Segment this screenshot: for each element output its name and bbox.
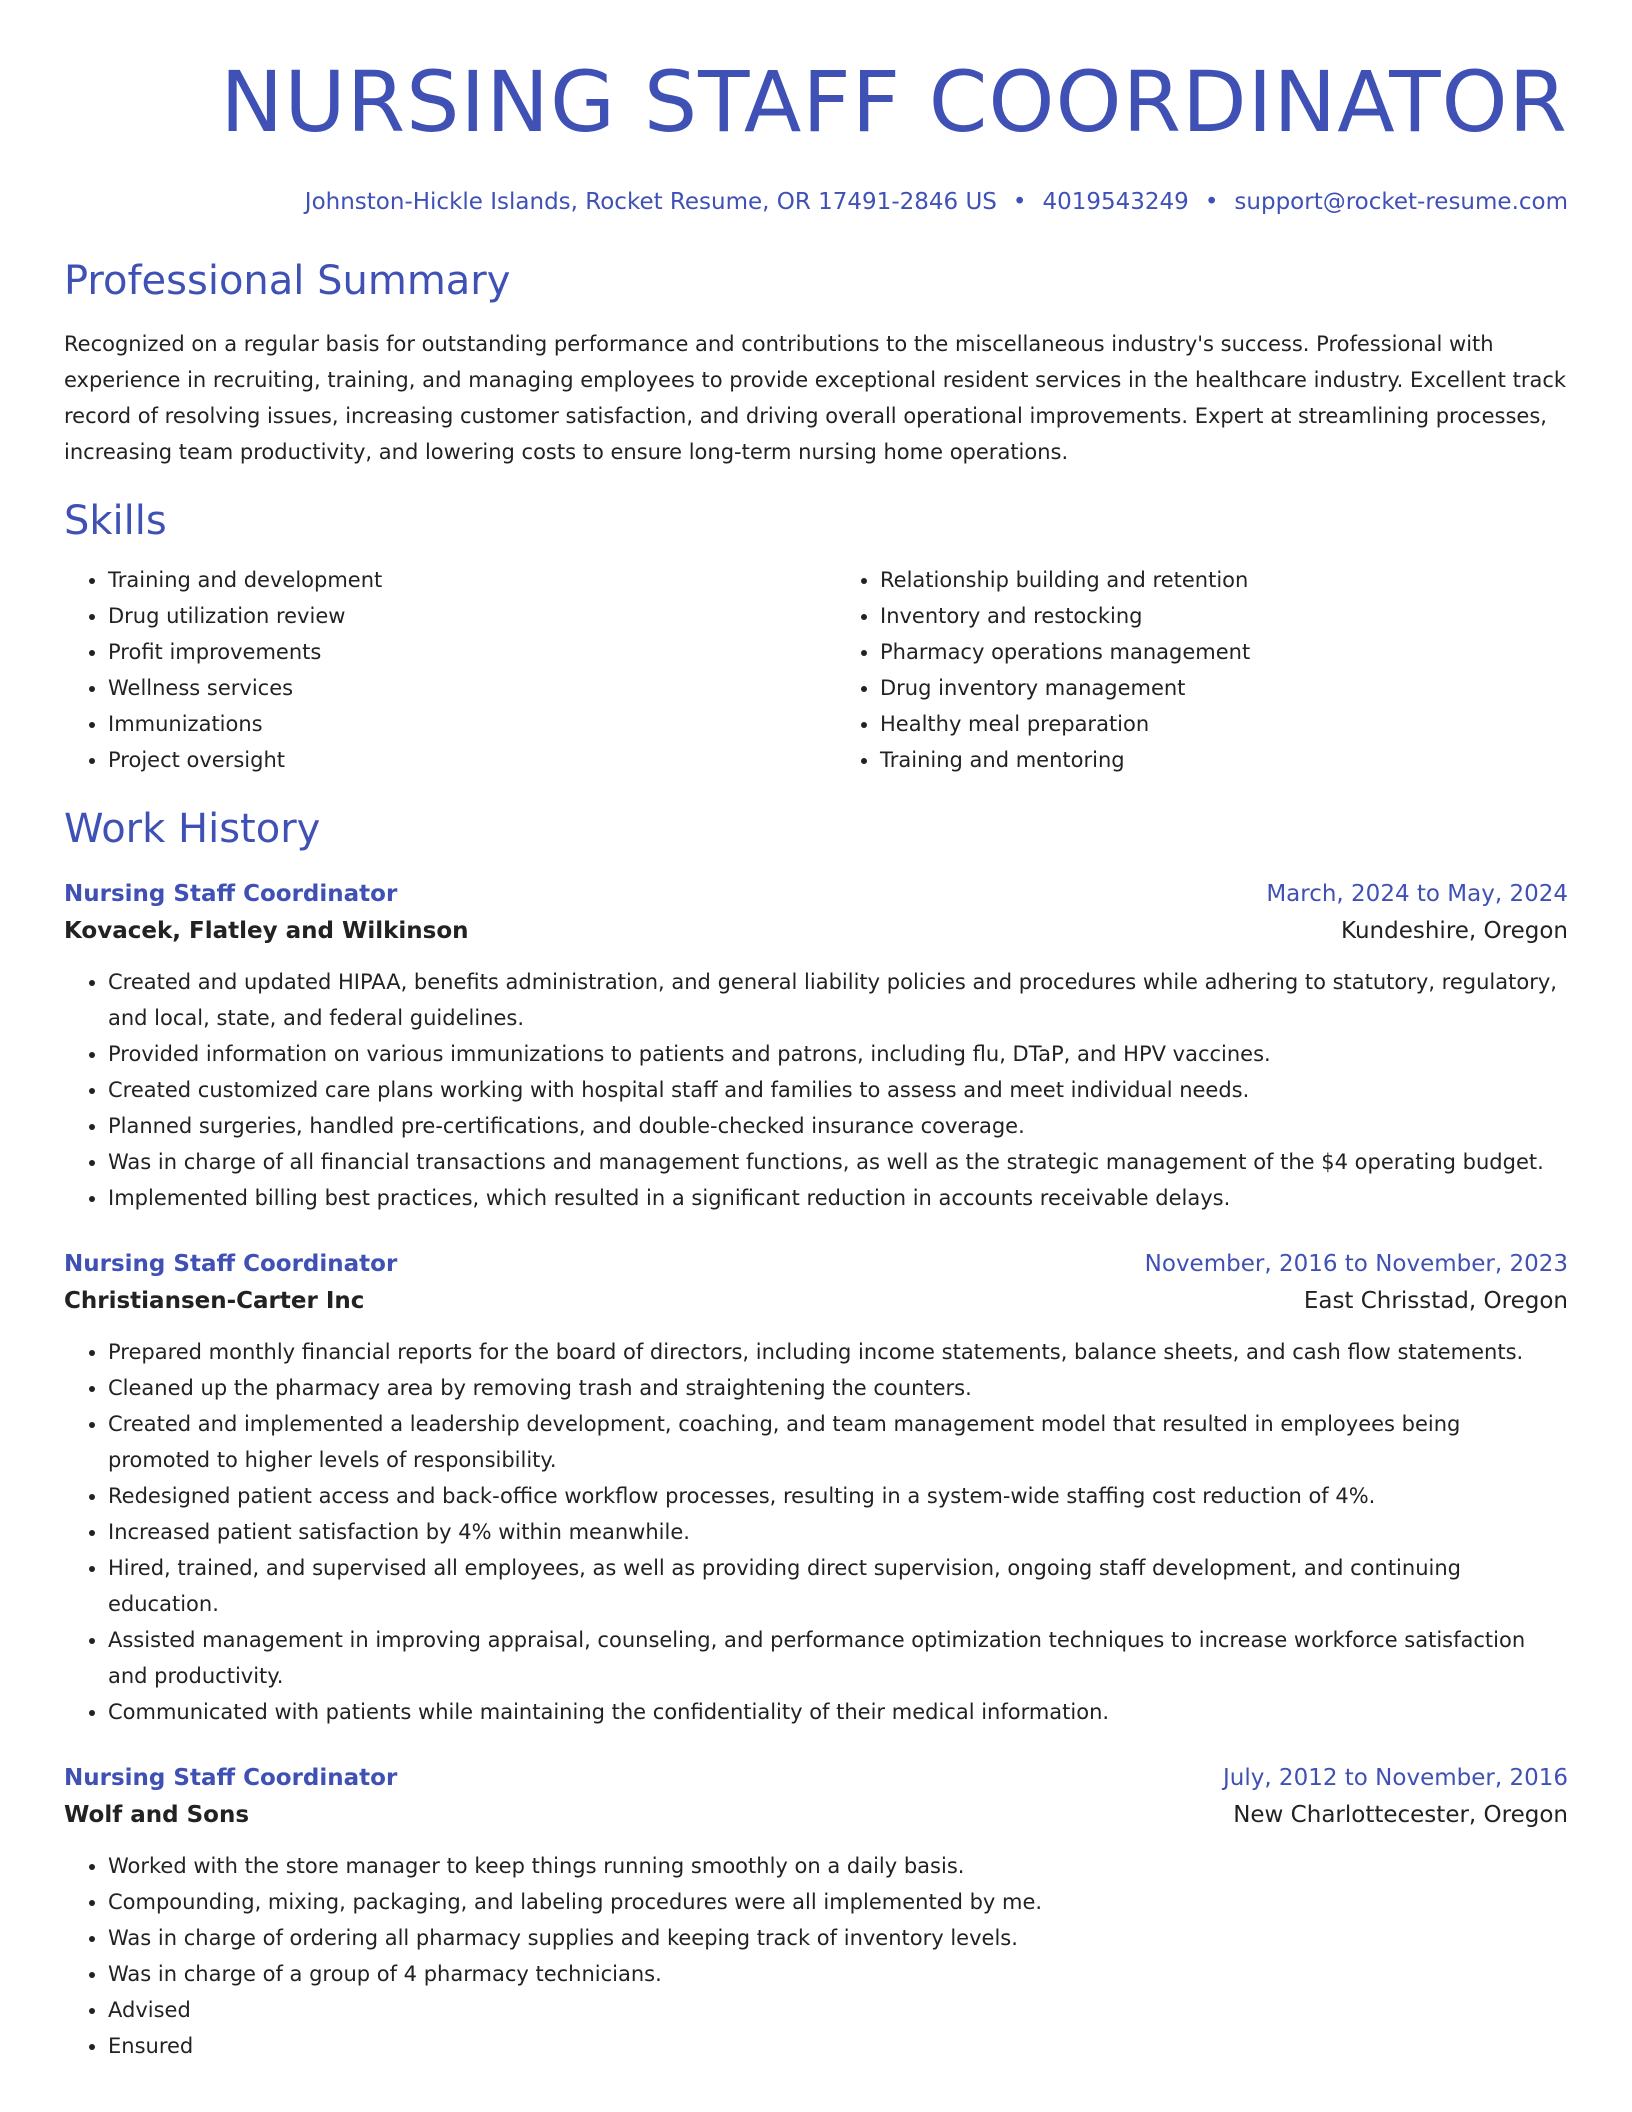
job-bullet: • Compounding, mixing, packaging, and labeling procedures were all implemented by me. (108, 1884, 1568, 1920)
job-bullet: • Implemented billing best practices, which resulted in a significant reduction in accounts receivable delays. (108, 1180, 1568, 1216)
job-bullet: • Was in charge of a group of 4 pharmacy technicians. (108, 1956, 1568, 1992)
contact-email[interactable]: support@rocket-resume.com (1234, 189, 1568, 215)
job-location: New Charlottecester, Oregon (1233, 1802, 1568, 1828)
skill-item: • Drug inventory management (880, 670, 1568, 706)
job-company-row (64, 912, 1568, 950)
job-bullet: • Was in charge of all financial transactions and management functions, as well as the strategic management of the $4 operating budget. (108, 1144, 1568, 1180)
job-entry (64, 876, 1568, 1216)
skill-item: • Drug utilization review (108, 598, 796, 634)
skill-item: • Pharmacy operations management (880, 634, 1568, 670)
job-location: East Chrisstad, Oregon (1303, 1288, 1568, 1314)
job-dates: November, 2016 to November, 2023 (1144, 1251, 1568, 1277)
summary-heading: Professional Summary (64, 258, 511, 304)
job-bullet: • Communicated with patients while maintaining the confidentiality of their medical information. (108, 1694, 1568, 1730)
skill-item: • Training and mentoring (880, 742, 1568, 778)
summary-text: Recognized on a regular basis for outstanding performance and contributions to the miscellaneous industry's success. Professional with experience in recruiting, training, and managing employees to provide exceptional resident services in the healthcare industry. Excellent track record of resolving issues, increasing customer satisfaction, and driving overall operational improvements. Expert at streamlining processes, increasing team productivity, and lowering costs to ensure long-term nursing home operations. (64, 332, 1567, 464)
job-bullet: • Assisted management in improving appraisal, counseling, and performance optimization techniques to increase workforce satisfaction and productivity. (108, 1622, 1568, 1694)
skill-item: • Immunizations (108, 706, 796, 742)
contact-separator: • (1012, 189, 1027, 215)
skill-item: • Wellness services (108, 670, 796, 706)
job-company-row (64, 1796, 1568, 1834)
job-bullet: • Prepared monthly financial reports for the board of directors, including income statements, balance sheets, and cash flow statements. (108, 1334, 1568, 1370)
contact-phone: 4019543249 (1042, 189, 1189, 215)
job-bullet: • Ensured (108, 2028, 1568, 2064)
job-title: Nursing Staff Coordinator (64, 1765, 398, 1791)
skills-heading: Skills (64, 498, 167, 544)
skill-item: • Project oversight (108, 742, 796, 778)
job-company-row (64, 1282, 1568, 1320)
job-bullets (64, 1334, 1568, 1730)
job-bullet: • Advised (108, 1992, 1568, 2028)
skill-item: • Training and development (108, 562, 796, 598)
contact-address: Johnston-Hickle Islands, Rocket Resume, OR 17491-2846 US (304, 189, 997, 215)
resume-name: NURSING STAFF COORDINATOR (220, 53, 1568, 151)
job-bullet: • Created and implemented a leadership development, coaching, and team management model that resulted in employees being promoted to higher levels of responsibility. (108, 1406, 1568, 1478)
job-company: Christiansen-Carter Inc (64, 1288, 365, 1314)
job-location: Kundeshire, Oregon (1341, 918, 1568, 944)
skill-item: • Profit improvements (108, 634, 796, 670)
contact-separator: • (1204, 189, 1219, 215)
job-header-row (64, 1760, 1568, 1796)
job-entry (64, 1246, 1568, 1730)
job-bullet: • Provided information on various immunizations to patients and patrons, including flu, DTaP, and HPV vaccines. (108, 1036, 1568, 1072)
job-header-row (64, 1246, 1568, 1282)
skill-item: • Inventory and restocking (880, 598, 1568, 634)
job-bullet: • Cleaned up the pharmacy area by removing trash and straightening the counters. (108, 1370, 1568, 1406)
resume-page (64, 0, 1568, 2064)
job-dates: March, 2024 to May, 2024 (1266, 881, 1568, 907)
job-bullet: • Created customized care plans working with hospital staff and families to assess and meet individual needs. (108, 1072, 1568, 1108)
skills-list-right (836, 562, 1568, 778)
job-bullet: • Increased patient satisfaction by 4% within meanwhile. (108, 1514, 1568, 1550)
job-company: Wolf and Sons (64, 1802, 250, 1828)
job-bullet: • Was in charge of ordering all pharmacy supplies and keeping track of inventory levels. (108, 1920, 1568, 1956)
job-bullet: • Planned surgeries, handled pre-certifications, and double-checked insurance coverage. (108, 1108, 1568, 1144)
job-bullets (64, 1848, 1568, 2064)
skill-item: • Healthy meal preparation (880, 706, 1568, 742)
job-title: Nursing Staff Coordinator (64, 1251, 398, 1277)
job-bullet: • Worked with the store manager to keep things running smoothly on a daily basis. (108, 1848, 1568, 1884)
job-bullets (64, 964, 1568, 1216)
job-bullet: • Created and updated HIPAA, benefits administration, and general liability policies and procedures while adhering to statutory, regulatory, and local, state, and federal guidelines. (108, 964, 1568, 1036)
skills-grid (64, 562, 1568, 778)
skills-list-left (64, 562, 796, 778)
contact-line (64, 186, 1568, 218)
job-bullet: • Hired, trained, and supervised all employees, as well as providing direct supervision, ongoing staff development, and continuing education. (108, 1550, 1568, 1622)
skill-item: • Relationship building and retention (880, 562, 1568, 598)
job-header-row (64, 876, 1568, 912)
job-company: Kovacek, Flatley and Wilkinson (64, 918, 469, 944)
job-bullet: • Redesigned patient access and back-office workflow processes, resulting in a system-wide staffing cost reduction of 4%. (108, 1478, 1568, 1514)
work-history-heading: Work History (64, 806, 321, 852)
job-title: Nursing Staff Coordinator (64, 881, 398, 907)
job-entry (64, 1760, 1568, 2064)
job-dates: July, 2012 to November, 2016 (1222, 1765, 1568, 1791)
